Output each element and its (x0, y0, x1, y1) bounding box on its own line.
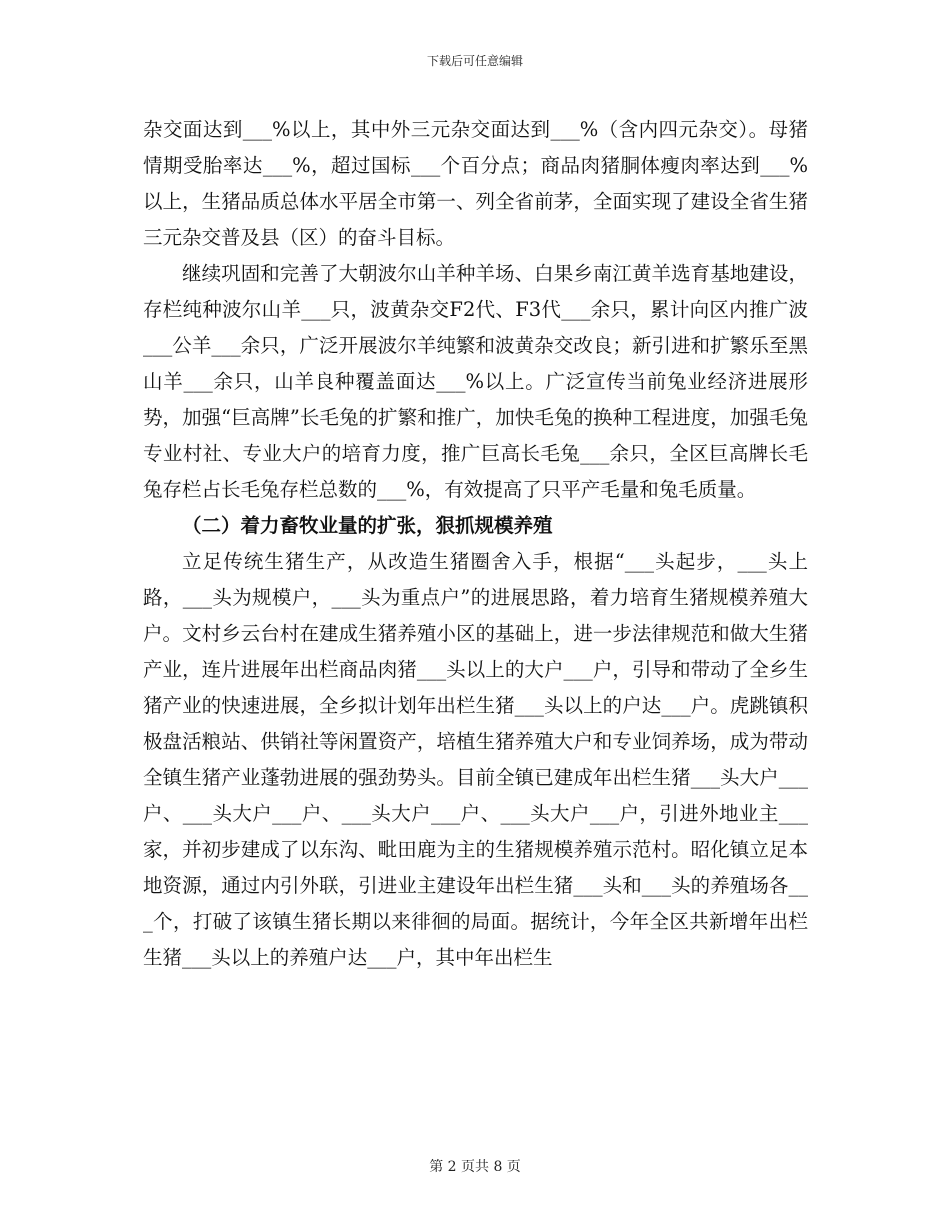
page-footer: 第 2 页共 8 页 (429, 1159, 521, 1175)
document-body (143, 112, 808, 976)
paragraph-goat-rabbit: 继续巩固和完善了大朝波尔山羊种羊场、白果乡南江黄羊选育基地建设，存栏纯种波尔山羊___只，波黄杂交F2代、F3代___余只，累计向区内推广波___公羊___余只，广泛开展波尔羊纯繁和波黄杂交改良；新引进和扩繁乐至黑山羊___余只，山羊良种覆盖面达___%以上。广泛宣传当前兔业经济进展形势，加强“巨高牌”长毛兔的扩繁和推广，加快毛兔的换种工程进度，加强毛兔专业村社、专业大户的培育力度，推广巨高长毛兔___余只，全区巨高牌长毛兔存栏占长毛兔存栏总数的___%，有效提高了只平产毛量和兔毛质量。 (143, 262, 808, 501)
paragraph-breeding-rates: 杂交面达到___%以上，其中外三元杂交面达到___%（含内四元杂交）。母猪情期受胎率达___%，超过国标___个百分点；商品肉猪胴体瘦肉率达到___%以上，生猪品质总体水平居全市第一、列全省前茅，全面实现了建设全省生猪三元杂交普及县（区）的奋斗目标。 (143, 118, 808, 249)
section-heading: （二）着力畜牧业量的扩张，狠抓规模养殖 (182, 514, 553, 537)
paragraph-scale-farming: 立足传统生猪生产，从改造生猪圈舍入手，根据“___头起步，___头上路，___头为规模户，___头为重点户”的进展思路，着力培育生猪规模养殖大户。文村乡云台村在建成生猪养殖小区的基础上，进一步法律规范和做大生猪产业，连片进展年出栏商品肉猪___头以上的大户___户，引导和带动了全乡生猪产业的快速进展，全乡拟计划年出栏生猪___头以上的户达___户。虎跳镇积极盘活粮站、供销社等闲置资产，培植生猪养殖大户和专业饲养场，成为带动全镇生猪产业蓬勃进展的强劲势头。目前全镇已建成年出栏生猪___头大户___户、___头大户___户、___头大户___户、___头大户___户，引进外地业主___家，并初步建成了以东沟、毗田鹿为主的生猪规模养殖示范村。昭化镇立足本地资源，通过内引外联，引进业主建设年出栏生猪___头和___头的养殖场各___个，打破了该镇生猪长期以来徘徊的局面。据统计，今年全区共新增年出栏生猪___头以上的养殖户达___户，其中年出栏生 (143, 550, 808, 969)
page-header: 下载后可任意编辑 (426, 54, 523, 68)
